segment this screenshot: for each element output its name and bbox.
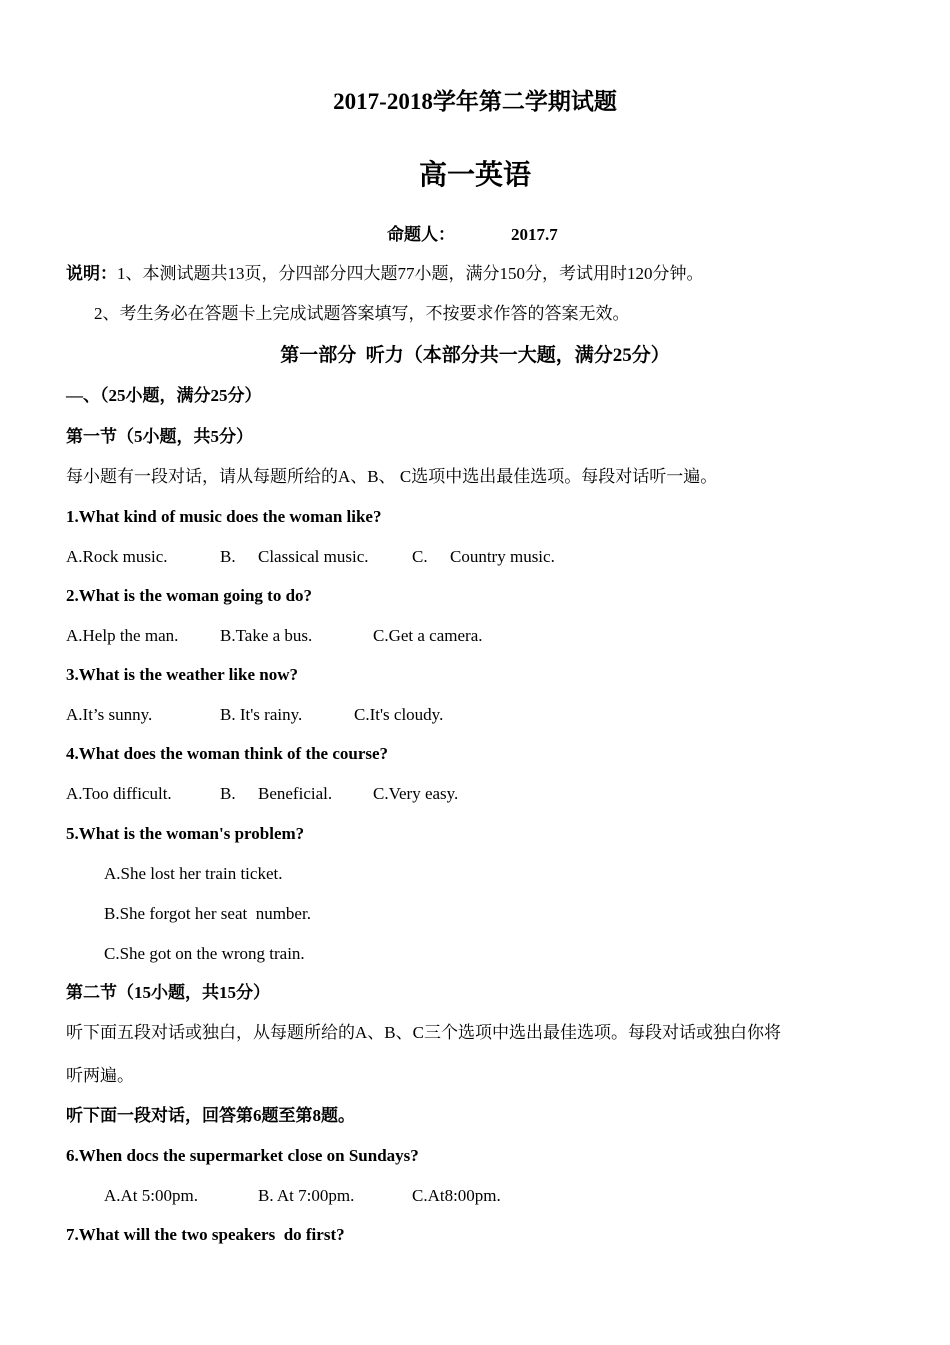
- q5-option-a: A.She lost her train ticket.: [104, 864, 283, 883]
- question-2: 2.What is the woman going to do?: [66, 586, 313, 605]
- q2-option-c: C.Get a camera.: [373, 626, 483, 645]
- q4-option-c: C.Very easy.: [373, 784, 459, 803]
- q1-option-c-text: Country music.: [450, 547, 555, 566]
- section2-direction-2: 听两遍。: [66, 1066, 134, 1085]
- question-5: 5.What is the woman's problem?: [66, 824, 305, 843]
- instruction-line-2: 2、考生务必在答题卡上完成试题答案填写，不按要求作答的答案无效。: [94, 304, 630, 323]
- instruction-text-1: 1、本测试题共13页，分四部分四大题77小题，满分150分，考试用时120分钟。: [117, 264, 704, 283]
- question-3: 3.What is the weather like now?: [66, 665, 299, 684]
- q1-option-b-letter: B.: [220, 547, 236, 566]
- q1-option-c-letter: C.: [412, 547, 428, 566]
- author-label: 命题人：: [387, 225, 455, 244]
- q3-option-c: C.It's cloudy.: [354, 705, 444, 724]
- section2-heading: 第二节（15小题，共15分）: [66, 983, 270, 1002]
- q1-option-b-text: Classical music.: [258, 547, 369, 566]
- q6-option-a: A.At 5:00pm.: [104, 1186, 198, 1205]
- q3-option-a: A.It’s sunny.: [66, 705, 153, 724]
- question-4: 4.What does the woman think of the course?: [66, 744, 389, 763]
- section1-direction: 每小题有一段对话，请从每题所给的A、B、 C选项中选出最佳选项。每段对话听一遍。: [66, 467, 718, 486]
- group-intro: 听下面一段对话，回答第6题至第8题。: [66, 1106, 355, 1125]
- q2-option-b: B.Take a bus.: [220, 626, 313, 645]
- instruction-label: 说明：: [66, 264, 117, 283]
- question-6: 6.When docs the supermarket close on Sundays?: [66, 1146, 419, 1165]
- q6-option-c: C.At8:00pm.: [412, 1186, 501, 1205]
- exam-date: 2017.7: [511, 225, 558, 244]
- subject-title: 高一英语: [418, 160, 531, 191]
- section1-heading: 第一节（5小题，共5分）: [66, 427, 253, 446]
- q5-option-c: C.She got on the wrong train.: [104, 944, 305, 963]
- q4-option-b-letter: B.: [220, 784, 236, 803]
- q3-option-b: B. It's rainy.: [220, 705, 303, 724]
- q1-option-a: A.Rock music.: [66, 547, 168, 566]
- q4-option-b-text: Beneficial.: [258, 784, 333, 803]
- part1-section-heading: —、（25小题，满分25分）: [66, 386, 262, 405]
- question-1: 1.What kind of music does the woman like?: [66, 507, 382, 526]
- part1-heading: 第一部分 听力（本部分共一大题，满分25分）: [280, 345, 670, 366]
- q6-option-b: B. At 7:00pm.: [258, 1186, 355, 1205]
- q2-option-a: A.Help the man.: [66, 626, 179, 645]
- instruction-line-1: [66, 264, 704, 284]
- term-title: 2017-2018学年第二学期试题: [333, 89, 617, 114]
- q5-option-b: B.She forgot her seat number.: [104, 904, 311, 923]
- section2-direction-1: 听下面五段对话或独白，从每题所给的A、B、C三个选项中选出最佳选项。每段对话或独白你将: [66, 1023, 781, 1042]
- question-7: 7.What will the two speakers do first?: [66, 1225, 345, 1244]
- q4-option-a: A.Too difficult.: [66, 784, 172, 803]
